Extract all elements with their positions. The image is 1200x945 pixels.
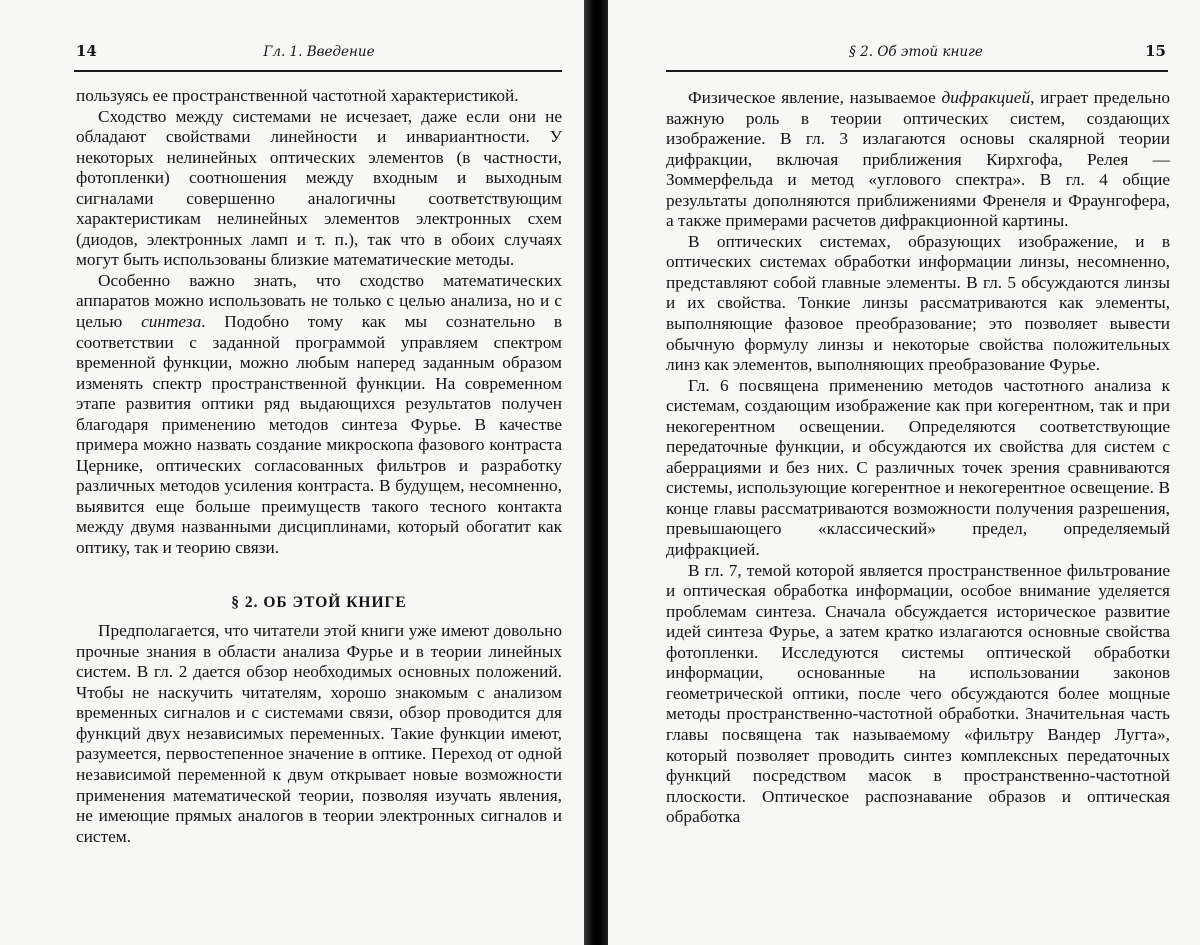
right-paragraph-1-end: , играет предельно важную роль в теории оптических систем, создающих изображение. В гл. 3 излагаются основы скалярной теории дифракции, включая приближения Кирхгофа, Релея — Зоммерфельда и метод «углового спектра». В гл. 4 общие результаты дополняются приближениями Френеля и Фраунгофера, а также примерами расчетов дифракционной картины. [666, 88, 1170, 231]
right-paragraph-1-start: Физическое явление, называемое [688, 88, 942, 107]
right-page [608, 0, 1200, 945]
right-running-head: § 2. Об этой книге [849, 44, 983, 60]
right-text-column [666, 88, 1170, 828]
section-title: § 2. ОБ ЭТОЙ КНИГЕ [231, 593, 407, 611]
left-running-head: Гл. 1. Введение [263, 44, 375, 60]
right-page-header [666, 42, 1166, 68]
left-paragraph-2 [76, 271, 562, 559]
left-paragraph-0: пользуясь ее пространственной частотной характеристикой. [76, 86, 519, 105]
left-text-column [76, 86, 562, 847]
left-page [0, 0, 588, 945]
book-gutter [584, 0, 610, 945]
left-paragraph-2-end: . Подобно тому как мы сознательно в соответствии с заданной программой управляем спектром временной функции, можно любым наперед заданным образом изменять спектр пространственной функции. На современном этапе развития оптики ряд выдающихся результатов получен благодаря применению методов синтеза Фурье. В качестве примера можно назвать создание микроскопа фазового контраста Цернике, оптических согласованных фильтров и разработку различных методов усиления контраста. В будущем, несомненно, выявится еще больше преимуществ такого тесного контакта между двумя названными дисциплинами, который обогатит как оптику, так и теорию связи. [76, 312, 562, 558]
left-paragraph-3: Предполагается, что читатели этой книги уже имеют довольно прочные знания в области анализа Фурье и в теории линейных систем. В гл. 2 дается обзор необходимых основных положений. Чтобы не наскучить читателям, хорошо знакомым с анализом временных сигналов и с системами связи, обзор проводится для функций двух независимых переменных. Такие функции имеют, разумеется, первостепенное значение в оптике. Переход от одной независимой переменной к двум открывает новые возможности применения математической теории, позволяя изучать явления, не имеющие прямых аналогов в теории электронных сигналов и систем. [76, 621, 562, 846]
left-paragraph-2-italic: синтеза [141, 312, 202, 332]
right-paragraph-2: В оптических системах, образующих изображение, и в оптических системах обработки информации линзы, несомненно, представляют собой главные элементы. В гл. 5 обсуждаются линзы и их свойства. Тонкие линзы рассматриваются как элементы, выполняющие фазовое преобразование; это позволяет вывести обычную формулу линзы и некоторые свойства положительных линз как элементов, выполняющих преобразование Фурье. [666, 231, 1170, 375]
left-paragraph-1: Сходство между системами не исчезает, даже если они не обладают свойствами линейности и инвариантности. У некоторых нелинейных оптических элементов (в частности, фотопленки) соотношения между входным и выходным сигналами совершенно аналогичны соответствующим характеристикам нелинейных элементов электронных схем (диодов, электронных ламп и т. п.), так что в обоих случаях могут быть использованы близкие математические методы. [76, 106, 562, 270]
right-page-number: 15 [1145, 42, 1166, 60]
left-page-header [76, 42, 562, 68]
right-paragraph-1-italic: дифракцией [941, 88, 1031, 107]
left-paragraph-2-start: Особенно важно знать, что сходство математических аппаратов можно использовать не только с целью анализа, но и с целью [76, 270, 562, 332]
right-header-rule [666, 70, 1168, 72]
right-paragraph-1 [666, 88, 1170, 232]
right-paragraph-3: Гл. 6 посвящена применению методов частотного анализа к системам, создающим изображение как при когерентном, так и при некогерентном освещении. Определяются соответствующие передаточные функции, и обсуждаются их свойства для систем с аберрациями и без них. С различных точек зрения сравниваются системы, использующие когерентное и некогерентное освещение. В конце главы рассматриваются возможности получения разрешения, превышающего «классический» предел, определяемый дифракцией. [666, 375, 1170, 560]
left-page-number: 14 [76, 42, 97, 60]
right-paragraph-4: В гл. 7, темой которой является пространственное фильтрование и оптическая обработка информации, особое внимание уделяется проблемам синтеза. Сначала обсуждается историческое развитие идей синтеза Фурье, а затем кратко излагаются основные свойства фотопленки. Исследуются системы оптической обработки информации, основанные на использовании законов геометрической оптики, после чего обсуждаются более мощные методы пространственно-частотной обработки. Значительная часть главы посвящена так называемому «фильтру Вандер Лугта», который позволяет проводить синтез комплексных передаточных функций посредством масок в пространственно-частотной плоскости. Оптическое распознавание образов и оптическая обработка [666, 560, 1170, 827]
left-header-rule [74, 70, 562, 72]
